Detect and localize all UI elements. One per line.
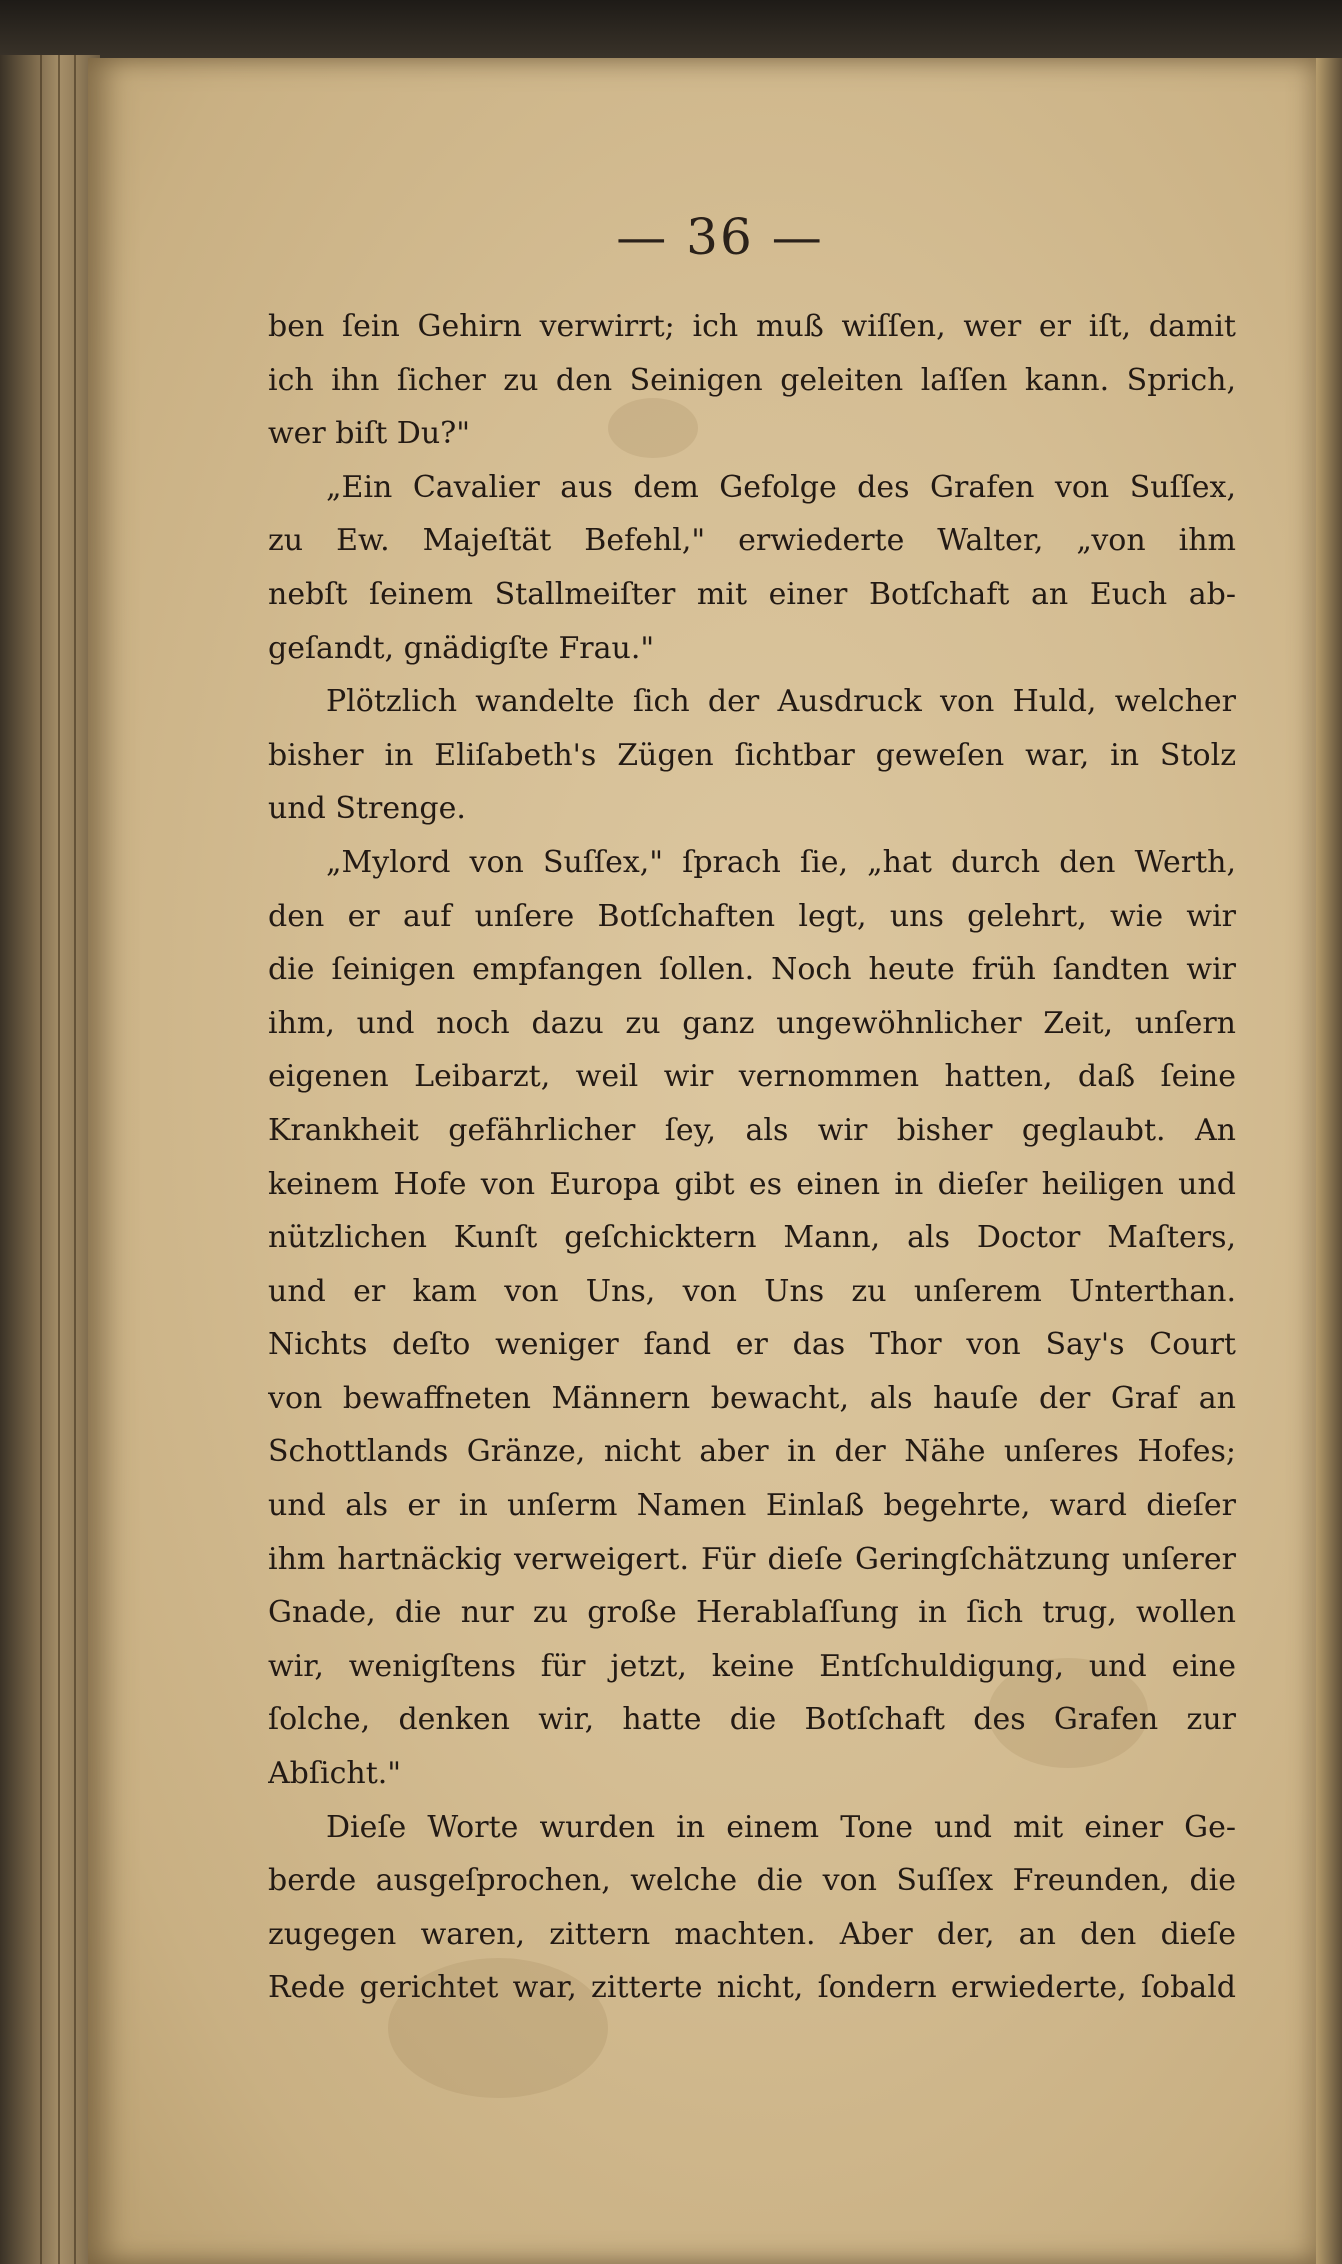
text-line: Krankheit gefährlicher ſey, als wir bisher geglaubt. An [268, 1112, 1236, 1148]
text-line: Plötzlich wandelte ſich der Ausdruck von Huld, welcher [326, 684, 1236, 720]
text-line: „Ein Cavalier aus dem Gefolge des Grafen von Suſſex, [326, 469, 1236, 505]
text-line: Rede gerichtet war, zitterte nicht, ſondern erwiederte, ſobald [268, 1970, 1236, 2006]
text-line: und Strenge. [268, 791, 466, 827]
text-line: ich ihn ſicher zu den Seinigen geleiten laſſen kann. Sprich, [268, 362, 1236, 398]
text-line: wer biſt Du?" [268, 416, 471, 452]
text-line: und als er in unſerm Namen Einlaß begehrte, ward dieſer [268, 1488, 1236, 1524]
text-line: ſolche, denken wir, hatte die Botſchaft des Grafen zur [268, 1702, 1236, 1738]
text-line: keinem Hofe von Europa gibt es einen in dieſer heiligen und [268, 1166, 1236, 1202]
text-line: geſandt, gnädigſte Frau." [268, 630, 655, 666]
text-line: den er auf unſere Botſchaften legt, uns gelehrt, wie wir [268, 898, 1236, 934]
text-line: zu Ew. Majeſtät Befehl," erwiederte Walter, „von ihm [268, 523, 1236, 559]
text-line: von bewaffneten Männern bewacht, als hauſe der Graf an [268, 1380, 1236, 1416]
text-line: „Mylord von Suſſex," ſprach ſie, „hat durch den Werth, [326, 844, 1236, 880]
text-line: Schottlands Gränze, nicht aber in der Nähe unſeres Hofes; [268, 1434, 1236, 1470]
text-line: bisher in Eliſabeth's Zügen ſichtbar geweſen war, in Stolz [268, 737, 1236, 773]
text-line: nützlichen Kunſt geſchicktern Mann, als Doctor Maſters, [268, 1220, 1236, 1256]
text-line: ihm, und noch dazu zu ganz ungewöhnlicher Zeit, unſern [268, 1005, 1236, 1041]
text-line: ihm hartnäckig verweigert. Für dieſe Geringſchätzung unſerer [268, 1541, 1236, 1577]
text-line: Dieſe Worte wurden in einem Tone und mit einer Ge- [326, 1809, 1236, 1845]
text-line: eigenen Leibarzt, weil wir vernommen hatten, daß ſeine [268, 1059, 1236, 1095]
text-line: nebſt ſeinem Stallmeiſter mit einer Botſchaft an Euch ab- [268, 576, 1236, 612]
text-line: Abſicht." [268, 1756, 402, 1792]
page-edge-line [74, 55, 76, 2264]
page-edge-line [40, 55, 42, 2264]
stacked-page-edges [0, 55, 100, 2264]
text-line: wir, wenigſtens für jetzt, keine Entſchuldigung, und eine [268, 1648, 1236, 1684]
book-top-edge [0, 0, 1342, 62]
text-line: Gnade, die nur zu große Herablaſſung in ſich trug, wollen [268, 1595, 1236, 1631]
text-line: Nichts deſto weniger fand er das Thor von Say's Court [268, 1327, 1236, 1363]
text-line: und er kam von Uns, von Uns zu unſerem Unterthan. [268, 1273, 1236, 1309]
text-line: berde ausgeſprochen, welche die von Suſſex Freunden, die [268, 1863, 1236, 1899]
body-text [268, 300, 1236, 2015]
text-line: die ſeinigen empfangen ſollen. Noch heute früh ſandten wir [268, 952, 1236, 988]
page-number-header: — 36 — [616, 208, 824, 266]
text-line: ben ſein Gehirn verwirrt; ich muß wiſſen, wer er iſt, damit [268, 309, 1236, 344]
page-right-edge [1316, 58, 1342, 2264]
text-line: zugegen waren, zittern machten. Aber der, an den dieſe [268, 1916, 1236, 1952]
page-edge-line [58, 55, 60, 2264]
